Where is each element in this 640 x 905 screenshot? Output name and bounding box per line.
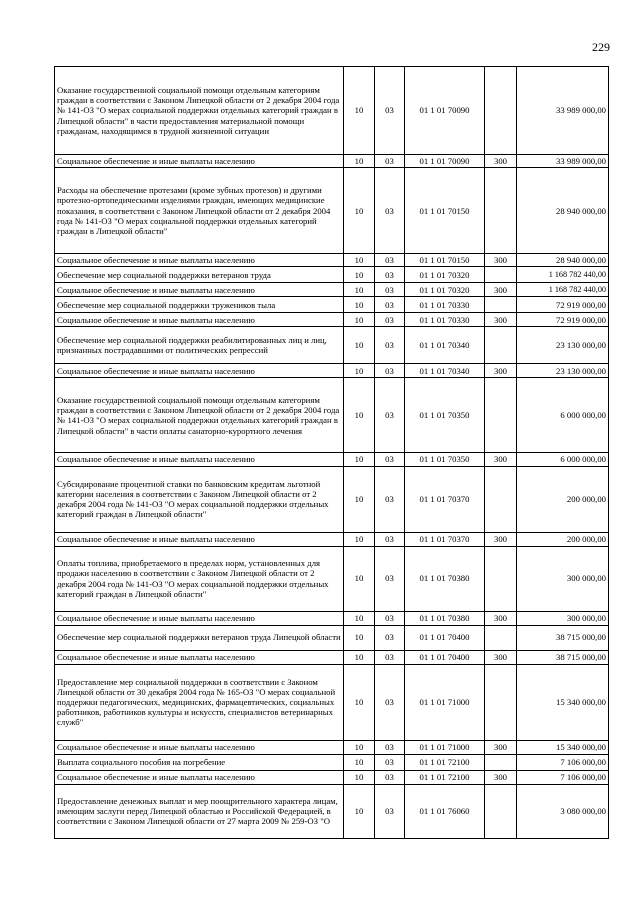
table-cell-expense-type: [485, 327, 517, 364]
table-row: [55, 784, 609, 838]
table-cell-section: 10: [344, 168, 375, 254]
table-cell-sum: 38 715 000,00: [517, 650, 609, 664]
table-cell-sum: 1 168 782 440,00: [517, 283, 609, 297]
table-cell-sum: 300 000,00: [517, 546, 609, 611]
table-cell-sum: 72 919 000,00: [517, 297, 609, 313]
table-cell-target-article: 01 1 01 70330: [405, 313, 485, 327]
table-row: [55, 313, 609, 327]
table-cell-expense-type: [485, 67, 517, 155]
table-cell-section: 10: [344, 625, 375, 650]
table-cell-name: Социальное обеспечение и иные выплаты населению: [55, 283, 344, 297]
table-cell-name: Обеспечение мер социальной поддержки тружеников тыла: [55, 297, 344, 313]
table-cell-expense-type: 300: [485, 611, 517, 625]
table-cell-section: 10: [344, 364, 375, 378]
table-row: [55, 327, 609, 364]
table-cell-subsection: 03: [375, 466, 405, 532]
table-row: [55, 532, 609, 546]
table-cell-section: 10: [344, 67, 375, 155]
table-row: [55, 611, 609, 625]
table-cell-sum: 28 940 000,00: [517, 168, 609, 254]
table-row: [55, 754, 609, 770]
table-cell-sum: 300 000,00: [517, 611, 609, 625]
table-cell-name: Обеспечение мер социальной поддержки ветеранов труда: [55, 267, 344, 283]
table-cell-subsection: 03: [375, 740, 405, 754]
table-cell-section: 10: [344, 754, 375, 770]
table-row: [55, 283, 609, 297]
table-cell-sum: 23 130 000,00: [517, 364, 609, 378]
table-cell-subsection: 03: [375, 283, 405, 297]
table-cell-name: Социальное обеспечение и иные выплаты населению: [55, 313, 344, 327]
table-cell-name: Обеспечение мер социальной поддержки реабилитированных лиц и лиц, признанных пострадавшими от политических репрессий: [55, 327, 344, 364]
table-cell-name: Социальное обеспечение и иные выплаты населению: [55, 650, 344, 664]
table-cell-subsection: 03: [375, 453, 405, 466]
table-row: [55, 267, 609, 283]
table-cell-sum: 33 989 000,00: [517, 155, 609, 168]
table-cell-expense-type: 300: [485, 770, 517, 784]
table-cell-name: Социальное обеспечение и иные выплаты населению: [55, 364, 344, 378]
table-cell-expense-type: 300: [485, 155, 517, 168]
table-cell-target-article: 01 1 01 70340: [405, 364, 485, 378]
table-row: [55, 664, 609, 740]
table-cell-expense-type: [485, 378, 517, 453]
table-cell-section: 10: [344, 254, 375, 267]
table-cell-expense-type: 300: [485, 650, 517, 664]
table-cell-sum: 28 940 000,00: [517, 254, 609, 267]
table-cell-expense-type: 300: [485, 254, 517, 267]
page-number: 229: [592, 40, 610, 54]
table-cell-subsection: 03: [375, 532, 405, 546]
table-cell-target-article: 01 1 01 70150: [405, 168, 485, 254]
table-row: [55, 650, 609, 664]
table-cell-sum: 200 000,00: [517, 532, 609, 546]
table-cell-subsection: 03: [375, 770, 405, 784]
table-cell-target-article: 01 1 01 71000: [405, 664, 485, 740]
table-cell-sum: 15 340 000,00: [517, 664, 609, 740]
table-cell-section: 10: [344, 267, 375, 283]
table-cell-section: 10: [344, 611, 375, 625]
table-cell-expense-type: 300: [485, 740, 517, 754]
table-cell-subsection: 03: [375, 754, 405, 770]
table-cell-target-article: 01 1 01 70320: [405, 283, 485, 297]
table-cell-target-article: 01 1 01 70330: [405, 297, 485, 313]
table-cell-section: 10: [344, 784, 375, 838]
table-cell-sum: 7 106 000,00: [517, 754, 609, 770]
table-cell-name: Расходы на обеспечение протезами (кроме зубных протезов) и другими протезно-ортопедическими изделиями граждан, имеющих медицинские показания, в соответствии с Законом Липецкой области от 2 декабря 2004 года № 141-ОЗ "О мерах социальной поддержки отдельных категорий граждан в Липецкой области": [55, 168, 344, 254]
table-cell-sum: 23 130 000,00: [517, 327, 609, 364]
table-cell-target-article: 01 1 01 70400: [405, 650, 485, 664]
table-cell-sum: 38 715 000,00: [517, 625, 609, 650]
table-cell-sum: 1 168 782 440,00: [517, 267, 609, 283]
table-cell-name: Предоставление мер социальной поддержки в соответствии с Законом Липецкой области от 30 декабря 2004 года № 165-ОЗ "О мерах социальной поддержки педагогических, медицинских, фармацевтических, социальных работников, работников культуры и искусств, специалистов ветеринарных служб": [55, 664, 344, 740]
table-cell-section: 10: [344, 546, 375, 611]
table-cell-target-article: 01 1 01 70320: [405, 267, 485, 283]
table-cell-subsection: 03: [375, 611, 405, 625]
table-cell-target-article: 01 1 01 70350: [405, 453, 485, 466]
budget-table-body: [55, 67, 609, 839]
table-cell-sum: 200 000,00: [517, 466, 609, 532]
table-cell-expense-type: [485, 754, 517, 770]
table-cell-name: Социальное обеспечение и иные выплаты населению: [55, 155, 344, 168]
table-row: [55, 254, 609, 267]
table-cell-subsection: 03: [375, 664, 405, 740]
table-row: [55, 740, 609, 754]
table-cell-expense-type: [485, 168, 517, 254]
table-cell-name: Социальное обеспечение и иные выплаты населению: [55, 770, 344, 784]
table-cell-subsection: 03: [375, 546, 405, 611]
table-cell-target-article: 01 1 01 72100: [405, 754, 485, 770]
table-cell-target-article: 01 1 01 70370: [405, 532, 485, 546]
table-cell-section: 10: [344, 378, 375, 453]
table-cell-section: 10: [344, 740, 375, 754]
table-cell-subsection: 03: [375, 625, 405, 650]
table-cell-name: Выплата социального пособия на погребение: [55, 754, 344, 770]
table-cell-target-article: 01 1 01 70090: [405, 67, 485, 155]
table-cell-subsection: 03: [375, 267, 405, 283]
table-row: [55, 67, 609, 155]
table-cell-sum: 6 000 000,00: [517, 453, 609, 466]
table-cell-target-article: 01 1 01 76060: [405, 784, 485, 838]
table-cell-subsection: 03: [375, 327, 405, 364]
table-cell-subsection: 03: [375, 155, 405, 168]
table-cell-section: 10: [344, 650, 375, 664]
table-cell-expense-type: 300: [485, 283, 517, 297]
table-cell-name: Оказание государственной социальной помощи отдельным категориям граждан в соответствии с Законом Липецкой области от 2 декабря 2004 года № 141-ОЗ "О мерах социальной поддержки отдельных категорий граждан в Липецкой области" в части оплаты санаторно-курортного лечения: [55, 378, 344, 453]
budget-table: [54, 66, 609, 839]
table-cell-expense-type: [485, 625, 517, 650]
table-cell-sum: 6 000 000,00: [517, 378, 609, 453]
table-cell-section: 10: [344, 313, 375, 327]
table-cell-name: Предоставление денежных выплат и мер поощрительного характера лицам, имеющим заслуги перед Липецкой областью и Российской Федерацией, в соответствии с Законом Липецкой области от 27 марта 2009 № 259-ОЗ "О: [55, 784, 344, 838]
table-cell-expense-type: [485, 784, 517, 838]
table-cell-expense-type: [485, 546, 517, 611]
table-cell-section: 10: [344, 155, 375, 168]
table-row: [55, 155, 609, 168]
table-cell-target-article: 01 1 01 70150: [405, 254, 485, 267]
table-cell-subsection: 03: [375, 784, 405, 838]
table-cell-section: 10: [344, 297, 375, 313]
table-cell-sum: 72 919 000,00: [517, 313, 609, 327]
table-row: [55, 453, 609, 466]
table-cell-expense-type: [485, 267, 517, 283]
table-cell-target-article: 01 1 01 71000: [405, 740, 485, 754]
table-cell-expense-type: 300: [485, 313, 517, 327]
table-cell-sum: 33 989 000,00: [517, 67, 609, 155]
table-cell-subsection: 03: [375, 297, 405, 313]
table-cell-target-article: 01 1 01 70370: [405, 466, 485, 532]
table-cell-target-article: 01 1 01 70340: [405, 327, 485, 364]
table-cell-target-article: 01 1 01 72100: [405, 770, 485, 784]
table-row: [55, 168, 609, 254]
table-cell-sum: 15 340 000,00: [517, 740, 609, 754]
table-cell-subsection: 03: [375, 254, 405, 267]
table-row: [55, 364, 609, 378]
table-row: [55, 770, 609, 784]
table-row: [55, 466, 609, 532]
table-cell-expense-type: 300: [485, 453, 517, 466]
table-cell-expense-type: [485, 664, 517, 740]
table-cell-target-article: 01 1 01 70380: [405, 546, 485, 611]
table-cell-subsection: 03: [375, 650, 405, 664]
table-row: [55, 625, 609, 650]
table-cell-section: 10: [344, 770, 375, 784]
table-cell-subsection: 03: [375, 313, 405, 327]
table-cell-name: Социальное обеспечение и иные выплаты населению: [55, 740, 344, 754]
table-cell-subsection: 03: [375, 67, 405, 155]
table-cell-section: 10: [344, 466, 375, 532]
table-cell-section: 10: [344, 532, 375, 546]
table-cell-name: Оплаты топлива, приобретаемого в пределах норм, установленных для продажи населению в соответствии с Законом Липецкой области от 2 декабря 2004 года № 141-ОЗ "О мерах социальной поддержки отдельных категорий граждан в Липецкой области": [55, 546, 344, 611]
table-row: [55, 297, 609, 313]
table-cell-expense-type: 300: [485, 364, 517, 378]
table-cell-target-article: 01 1 01 70380: [405, 611, 485, 625]
table-cell-section: 10: [344, 453, 375, 466]
table-cell-sum: 3 080 000,00: [517, 784, 609, 838]
table-cell-name: Социальное обеспечение и иные выплаты населению: [55, 453, 344, 466]
table-cell-subsection: 03: [375, 378, 405, 453]
table-cell-name: Социальное обеспечение и иные выплаты населению: [55, 254, 344, 267]
table-cell-target-article: 01 1 01 70090: [405, 155, 485, 168]
table-cell-section: 10: [344, 327, 375, 364]
table-row: [55, 378, 609, 453]
table-cell-name: Социальное обеспечение и иные выплаты населению: [55, 611, 344, 625]
table-cell-subsection: 03: [375, 364, 405, 378]
table-cell-section: 10: [344, 664, 375, 740]
table-cell-expense-type: [485, 466, 517, 532]
table-cell-name: Субсидирование процентной ставки по банковским кредитам льготной категории населения в соответствии с Законом Липецкой области от 2 декабря 2004 года № 141-ОЗ "О мерах социальной поддержки отдельных категорий граждан в Липецкой области": [55, 466, 344, 532]
table-row: [55, 546, 609, 611]
table-cell-expense-type: 300: [485, 532, 517, 546]
table-cell-name: Социальное обеспечение и иные выплаты населению: [55, 532, 344, 546]
table-cell-name: Оказание государственной социальной помощи отдельным категориям граждан в соответствии с Законом Липецкой области от 2 декабря 2004 года № 141-ОЗ "О мерах социальной поддержки отдельных категорий граждан в Липецкой области" в части предоставления материальной помощи гражданам, находящимся в трудной жизненной ситуации: [55, 67, 344, 155]
table-cell-section: 10: [344, 283, 375, 297]
table-cell-name: Обеспечение мер социальной поддержки ветеранов труда Липецкой области: [55, 625, 344, 650]
table-cell-subsection: 03: [375, 168, 405, 254]
table-cell-target-article: 01 1 01 70400: [405, 625, 485, 650]
table-cell-sum: 7 106 000,00: [517, 770, 609, 784]
table-cell-expense-type: [485, 297, 517, 313]
table-cell-target-article: 01 1 01 70350: [405, 378, 485, 453]
